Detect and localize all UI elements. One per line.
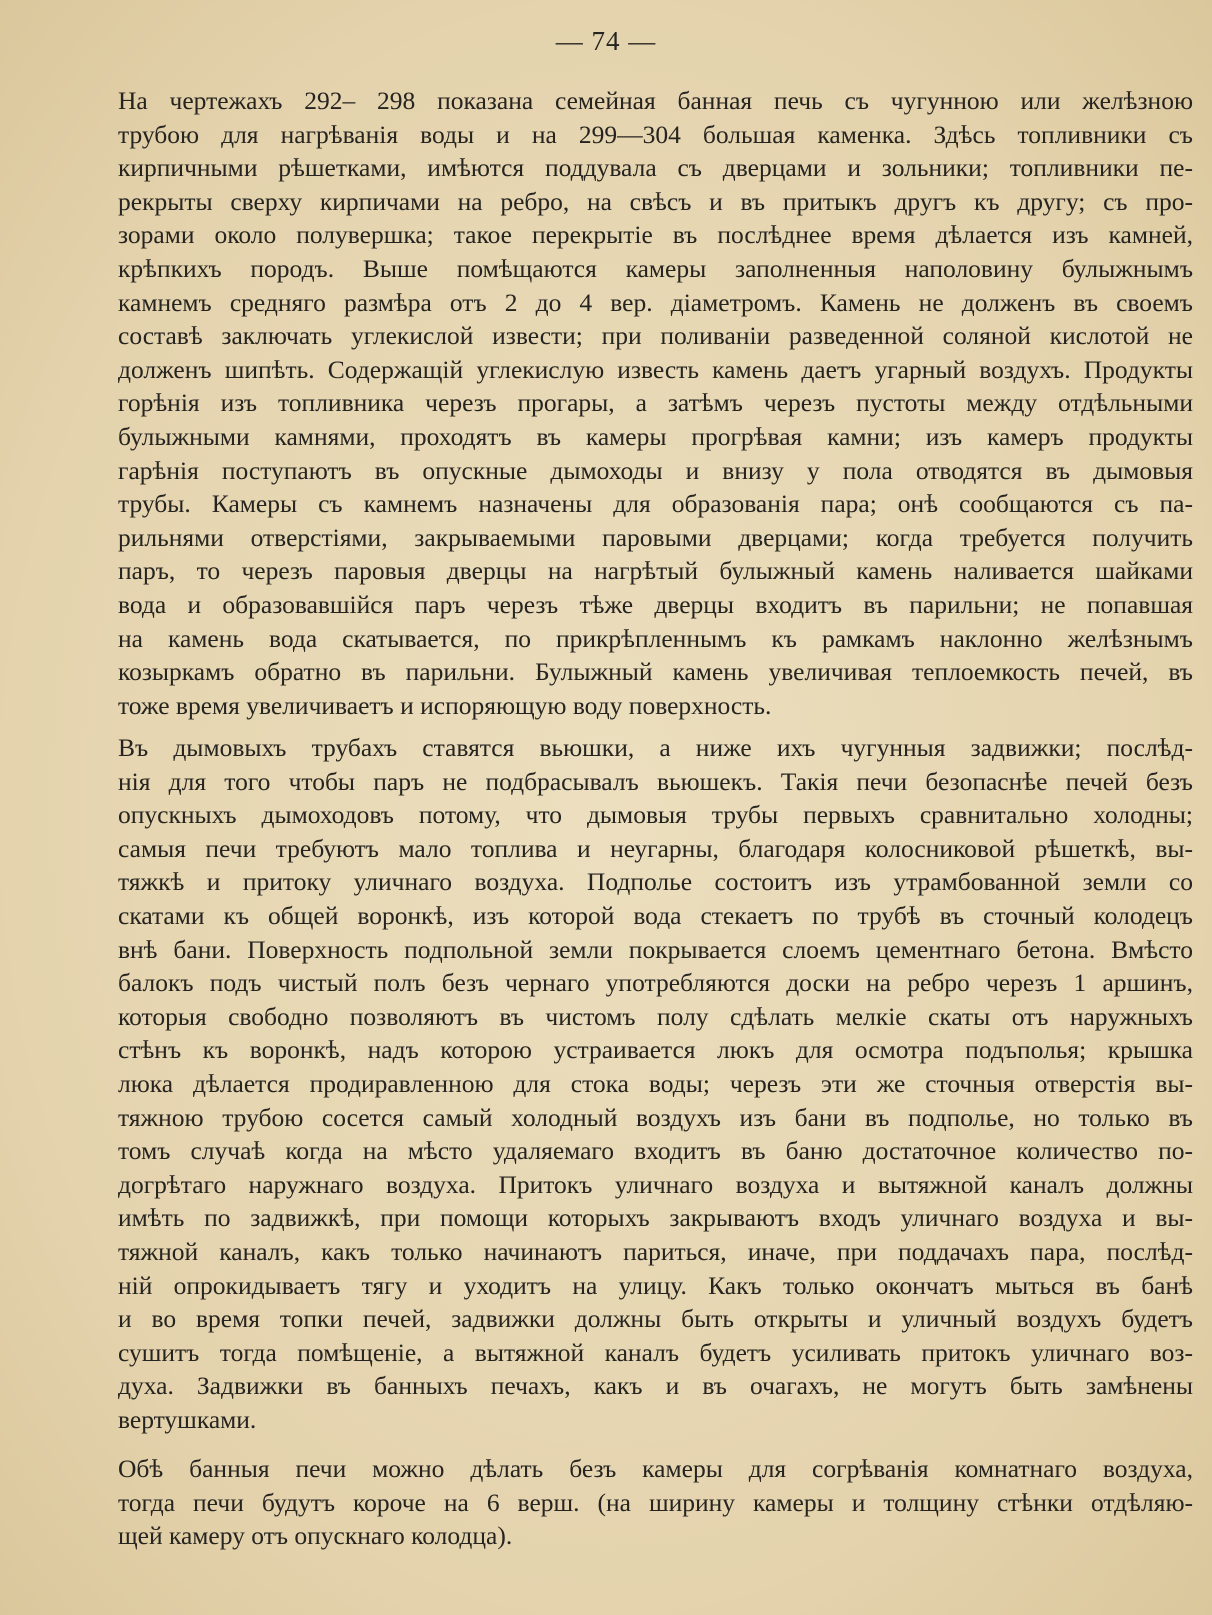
- text-line: ній опрокидываетъ тягу и уходитъ на улицу. Какъ только окончатъ мыться въ банѣ: [118, 1270, 1193, 1300]
- text-line: которыя свободно позволяютъ въ чистомъ полу сдѣлать мелкіе скаты отъ наружныхъ: [118, 1001, 1193, 1031]
- text-line: На чертежахъ 292– 298 показана семейная банная печь съ чугунною или желѣзною: [118, 86, 1193, 115]
- text-line: долженъ шипѣть. Содержащій углекислую известь камень даетъ угарный воздухъ. Продукты: [118, 354, 1193, 384]
- text-line: на камень вода скатывается, по прикрѣпленнымъ къ рамкамъ наклонно желѣзнымъ: [118, 623, 1193, 653]
- text-line: трубы. Камеры съ камнемъ назначены для образованія пара; онѣ сообщаются съ па-: [118, 489, 1193, 519]
- text-line: балокъ подъ чистый полъ безъ чернаго употребляются доски на ребро черезъ 1 аршинъ,: [118, 968, 1193, 998]
- text-line: духа. Задвижки въ банныхъ печахъ, какъ и въ очагахъ, не могутъ быть замѣнены: [118, 1371, 1193, 1401]
- paragraph-2: [118, 731, 1193, 1436]
- text-line: сушитъ тогда помѣщеніе, а вытяжной каналъ будетъ усиливать притокъ уличнаго воз-: [118, 1337, 1193, 1367]
- text-line: камнемъ средняго размѣра отъ 2 до 4 вер. діаметромъ. Камень не долженъ въ своемъ: [118, 287, 1193, 317]
- text-line: паръ, то черезъ паровыя дверцы на нагрѣтый булыжный камень наливается шайками: [118, 556, 1193, 586]
- text-line: люка дѣлается продиравленною для стока воды; черезъ эти же сточныя отверстія вы-: [118, 1068, 1193, 1098]
- text-line: нія для того чтобы паръ не подбрасывалъ вьюшекъ. Такія печи безопаснѣе печей безъ: [118, 766, 1193, 796]
- text-line: крѣпкихъ породъ. Выше помѣщаются камеры заполненныя наполовину булыжнымъ: [118, 253, 1193, 283]
- text-line: гарѣнія поступаютъ въ опускные дымоходы и внизу у пола отводятся въ дымовыя: [118, 455, 1193, 485]
- text-line: зорами около полувершка; такое перекрытіе въ послѣднее время дѣлается изъ камней,: [118, 220, 1193, 250]
- text-line: Въ дымовыхъ трубахъ ставятся вьюшки, а ниже ихъ чугунныя задвижки; послѣд-: [118, 733, 1193, 762]
- paragraph-1: [118, 84, 1193, 722]
- text-line: тоже время увеличиваетъ и испоряющую воду поверхность.: [118, 690, 772, 720]
- text-line: рильнями отверстіями, закрываемыми паровыми дверцами; когда требуется получить: [118, 522, 1193, 552]
- text-line: козыркамъ обратно въ парильни. Булыжный камень увеличивая теплоемкость печей, въ: [118, 657, 1193, 687]
- text-line: вертушками.: [118, 1404, 257, 1434]
- text-line: опускныхъ дымоходовъ потому, что дымовыя трубы первыхъ сравнитально холодны;: [118, 800, 1193, 830]
- text-line: самыя печи требуютъ мало топлива и неугарны, благодаря колосниковой рѣшеткѣ, вы-: [118, 833, 1193, 863]
- text-line: тяжкѣ и притоку уличнаго воздуха. Подполье состоитъ изъ утрамбованной земли со: [118, 867, 1193, 897]
- text-line: составѣ заключать углекислой извести; при поливаніи разведенной соляной кислотой не: [118, 321, 1193, 351]
- text-line: рекрыты сверху кирпичами на ребро, на свѣсъ и въ притыкъ другъ къ другу; съ про-: [118, 186, 1193, 216]
- text-line: и во время топки печей, задвижки должны быть открыты и уличный воздухъ будетъ: [118, 1304, 1193, 1334]
- text-line: вода и образовавшійся паръ черезъ тѣже дверцы входитъ въ парильни; не попавшая: [118, 589, 1193, 619]
- text-line: трубою для нагрѣванія воды и на 299—304 большая каменка. Здѣсь топливники съ: [118, 119, 1193, 149]
- text-line: тогда печи будутъ короче на 6 верш. (на ширину камеры и толщину стѣнки отдѣляю-: [118, 1487, 1193, 1517]
- text-line: догрѣтаго наружнаго воздуха. Притокъ уличнаго воздуха и вытяжной каналъ должны: [118, 1169, 1193, 1199]
- text-line: щей камеру отъ опускнаго колодца).: [118, 1521, 513, 1551]
- text-line: тяжною трубою сосется самый холодный воздухъ изъ бани въ подполье, но только въ: [118, 1102, 1193, 1132]
- text-line: стѣнъ къ воронкѣ, надъ которою устраивается люкъ для осмотра подъполья; крышка: [118, 1035, 1193, 1065]
- paragraph-3: [118, 1452, 1193, 1553]
- text-line: кирпичными рѣшетками, имѣются поддувала съ дверцами и зольники; топливники пе-: [118, 153, 1193, 183]
- text-line: томъ случаѣ когда на мѣсто удаляемаго входитъ въ баню достаточное количество по-: [118, 1136, 1193, 1166]
- text-line: булыжными камнями, проходятъ въ камеры прогрѣвая камни; изъ камеръ продукты: [118, 421, 1193, 451]
- text-line: внѣ бани. Поверхность подпольной земли покрывается слоемъ цементнаго бетона. Вмѣсто: [118, 934, 1193, 964]
- text-line: тяжной каналъ, какъ только начинаютъ париться, иначе, при поддачахъ пара, послѣд-: [118, 1236, 1193, 1266]
- page-number: — 74 —: [555, 26, 657, 56]
- text-line: Обѣ банныя печи можно дѣлать безъ камеры для согрѣванія комнатнаго воздуха,: [118, 1454, 1193, 1483]
- text-line: скатами къ общей воронкѣ, изъ которой вода стекаетъ по трубѣ въ сточный колодецъ: [118, 900, 1193, 930]
- text-line: имѣть по задвижкѣ, при помощи которыхъ закрываютъ входъ уличнаго воздуха и вы-: [118, 1203, 1193, 1233]
- text-line: горѣнія изъ топливника черезъ прогары, а затѣмъ черезъ пустоты между отдѣльными: [118, 388, 1193, 418]
